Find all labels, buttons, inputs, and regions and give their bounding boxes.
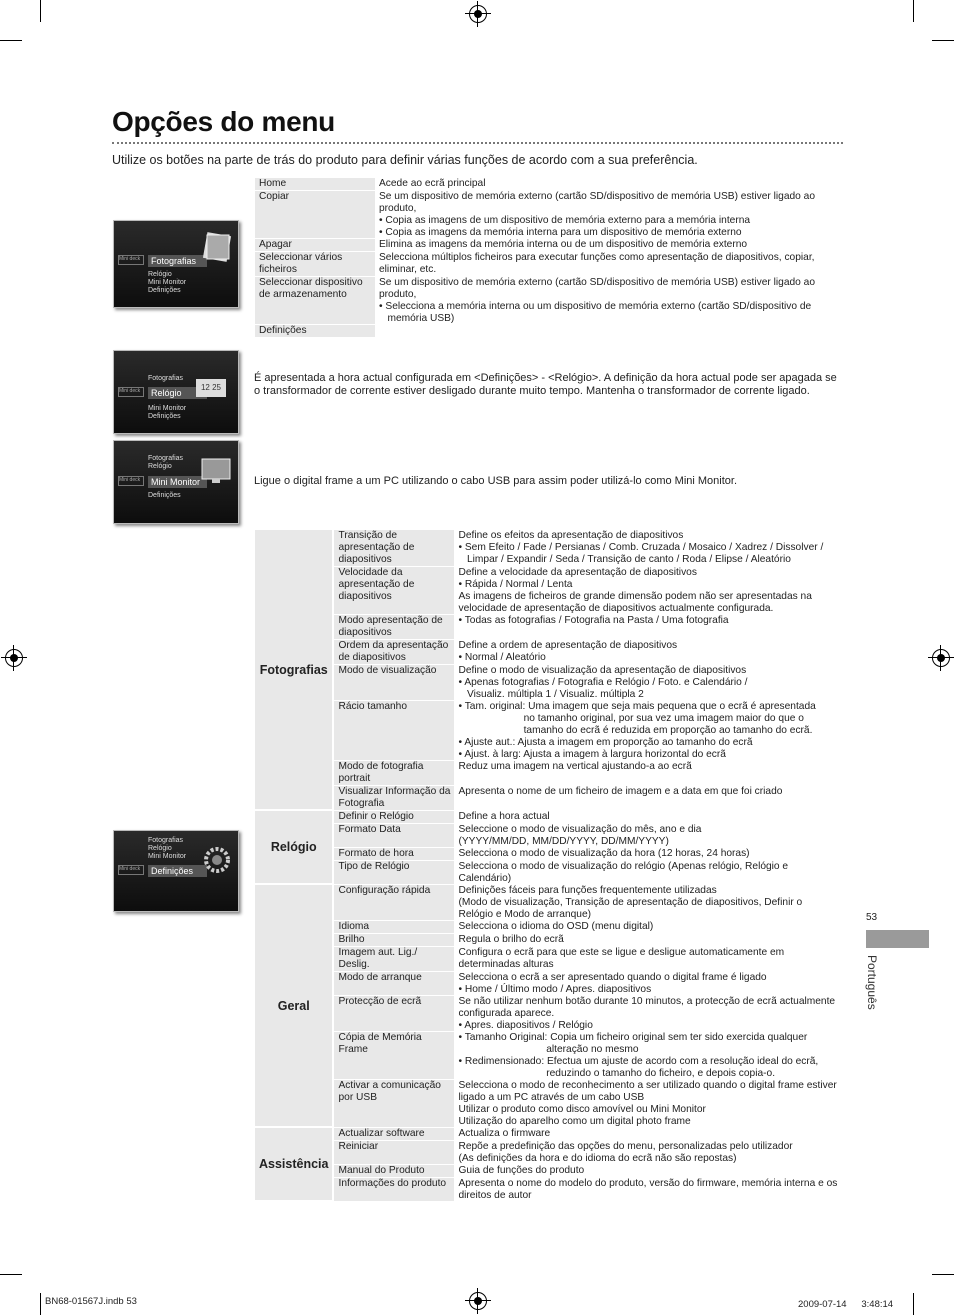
- option-description: Define a velocidade da apresentação de diapositivos • Rápida / Normal / Lenta As imagens de ficheiros de grande dimensão podem não ser apresentadas na velocidade de apresentação de diapositivos actualmente configurada.: [458, 567, 812, 614]
- intro-text: Utilize os botões na parte de trás do produto para definir várias funções de acordo com a sua preferência.: [112, 153, 698, 167]
- menu-item: Definições: [148, 413, 181, 420]
- table-row: [255, 1080, 843, 1128]
- option-name: Formato Data: [334, 824, 454, 848]
- menu-item: Relógio: [148, 271, 172, 278]
- title-divider: [112, 142, 843, 144]
- registration-mark-icon: [5, 649, 23, 667]
- option-name: Definir o Relógio: [334, 811, 454, 824]
- clock-menu-thumbnail: [113, 350, 239, 434]
- option-description: Seleccione o modo de visualização do mês, ano e dia (YYYY/MM/DD, MM/DD/YYYY, DD/MM/YYYY): [458, 824, 702, 847]
- table-row: [255, 178, 843, 191]
- category-label: Assistência: [255, 1128, 334, 1202]
- page-title: Opções do menu: [112, 106, 335, 137]
- option-name: Protecção de ecrã: [334, 996, 454, 1032]
- monitor-icon: [198, 455, 234, 485]
- table-row: [255, 996, 843, 1032]
- option-description: Acede ao ecrã principal: [379, 178, 486, 189]
- crop-mark: [932, 1274, 954, 1275]
- option-description: Se um dispositivo de memória externo (cartão SD/dispositivo de memória USB) estiver ligado ao produto, • Selecciona a memória interna ou um dispositivo de memória externo (cartão SD/dispositivo de memória USB): [379, 277, 815, 324]
- table-row: [255, 701, 843, 761]
- option-name: Modo de fotografia portrait: [334, 761, 454, 786]
- option-description: Reduz uma imagem na vertical ajustando-a ao ecrã: [458, 761, 692, 772]
- option-description: • Tamanho Original: Copia um ficheiro original sem ter sido exercida qualquer alteração no mesmo • Redimensionado: Efectua um ajuste de acordo com a resolução ideal do ecrã, reduzindo o tamanho do ficheiro, e depois copia-o.: [458, 1032, 819, 1079]
- monitor-description: Ligue o digital frame a um PC utilizando o cabo USB para assim poder utilizá-lo como Mini Monitor.: [254, 475, 738, 487]
- gear-icon: [202, 845, 232, 875]
- table-row: [255, 567, 843, 615]
- option-name: Modo de arranque: [334, 972, 454, 996]
- menu-selected-item: Definições: [148, 865, 207, 877]
- menu-item: Fotografias: [148, 455, 184, 462]
- option-description: • Todas as fotografias / Fotografia na Pasta / Uma fotografia: [458, 615, 729, 626]
- option-description: Repõe a predefinição das opções do menu, personalizadas pelo utilizador (As definições da hora e do idioma do ecrã não são repostas): [458, 1141, 793, 1164]
- table-row: [255, 665, 843, 701]
- table-row: [255, 191, 843, 239]
- option-name: Configuração rápida: [334, 885, 454, 921]
- option-name: Modo de visualização: [334, 665, 454, 701]
- menu-item: Fotografias: [148, 837, 184, 844]
- table-row: [255, 252, 843, 277]
- option-name: Home: [255, 178, 375, 191]
- crop-mark: [40, 1293, 41, 1315]
- language-tab: [866, 930, 929, 948]
- crop-mark: [0, 1274, 22, 1275]
- option-name: Seleccionar dispositivo de armazenamento: [255, 277, 375, 325]
- option-name: Transição de apresentação de diapositivos: [334, 530, 454, 567]
- table-row: [255, 861, 843, 885]
- option-name: Reiniciar: [334, 1141, 454, 1165]
- table-row: [255, 530, 843, 567]
- option-name: Velocidade da apresentação de diapositivos: [334, 567, 454, 615]
- mini-monitor-thumbnail: [113, 440, 239, 524]
- option-description: Define o modo de visualização da apresentação de diapositivos • Apenas fotografias / Fotografia e Relógio / Foto. e Calendário / Visualiz. múltipla 1 / Visualiz. múltipla 2: [458, 665, 748, 700]
- option-name: Informações do produto: [334, 1178, 454, 1202]
- option-description: Selecciona o ecrã a ser apresentado quando o digital frame é ligado • Home / Último modo / Apres. diapositivos: [458, 972, 767, 995]
- footer-filename: BN68-01567J.indb 53: [45, 1296, 137, 1307]
- option-description: Apresenta o nome do modelo do produto, versão do firmware, memória interna e os direitos de autor: [458, 1178, 841, 1201]
- option-name: Cópia de Memória Frame: [334, 1032, 454, 1080]
- option-description: Elimina as imagens da memória interna ou de um dispositivo de memória externo: [379, 239, 748, 250]
- category-label: Fotografias: [255, 530, 334, 811]
- option-description: Se um dispositivo de memória externo (cartão SD/dispositivo de memória USB) estiver ligado ao produto, • Copia as imagens de um dispositivo de memória externo para a memória interna • Copia as imagens da memória interna para um dispositivo de memória externo: [379, 191, 815, 238]
- option-name: Apagar: [255, 239, 375, 252]
- option-name: Definições: [255, 325, 375, 338]
- option-description: Actualiza o firmware: [458, 1128, 551, 1139]
- option-name: Copiar: [255, 191, 375, 239]
- mini-deck-label: Mini deck: [118, 255, 144, 265]
- option-description: Selecciona múltiplos ficheiros para executar funções como apresentação de diapositivos, copiar, eliminar, etc.: [379, 252, 818, 275]
- clock-description: É apresentada a hora actual configurada em <Definições> - <Relógio>. A definição da hora actual pode ser apagada se o transformador de corrente estiver desligado durante muito tempo. Mantenha o transformador de corrente ligado.: [254, 372, 837, 397]
- registration-mark-icon: [469, 5, 487, 23]
- table-row: [255, 1032, 843, 1080]
- table-row: [255, 885, 843, 921]
- table-row: [255, 848, 843, 861]
- category-label: Relógio: [255, 811, 334, 885]
- option-name: Seleccionar vários ficheiros: [255, 252, 375, 277]
- clock-icon: 12 25: [196, 379, 226, 397]
- mini-deck-label: Mini deck: [118, 865, 144, 875]
- registration-mark-icon: [932, 649, 950, 667]
- table-row: [255, 277, 843, 325]
- option-name: Actualizar software: [334, 1128, 454, 1141]
- option-name: Modo apresentação de diapositivos: [334, 615, 454, 640]
- settings-table: [255, 530, 843, 1202]
- menu-selected-item: Relógio: [148, 387, 207, 399]
- option-name: Formato de hora: [334, 848, 454, 861]
- menu-item: Mini Monitor: [148, 405, 187, 412]
- menu-item: Definições: [148, 287, 181, 294]
- menu-item: Mini Monitor: [148, 853, 187, 860]
- option-description: Configura o ecrã para que este se ligue e desligue automaticamente em determinadas alturas: [458, 947, 787, 970]
- option-description: Define a hora actual: [458, 811, 550, 822]
- table-row: [255, 615, 843, 640]
- crop-mark: [0, 40, 22, 41]
- option-name: Rácio tamanho: [334, 701, 454, 761]
- mini-deck-label: Mini deck: [118, 387, 144, 397]
- table-row: [255, 761, 843, 786]
- table-row: [255, 1165, 843, 1178]
- option-name: Idioma: [334, 921, 454, 934]
- menu-item: Fotografias: [148, 375, 184, 382]
- option-name: Tipo de Relógio: [334, 861, 454, 885]
- option-description: Definições fáceis para funções frequentemente utilizadas (Modo de visualização, Transição de apresentação de diapositivos, Definir o Relógio e Modo de arranque): [458, 885, 803, 920]
- table-row: [255, 325, 843, 338]
- photos-options-table: [255, 178, 843, 338]
- option-description: Selecciona o modo de reconhecimento a ser utilizado quando o digital frame estiver ligado a um PC através de um cabo USB Utilizar o produto como disco amovível ou Mini Monitor Utilização do aparelho como um digital photo frame: [458, 1080, 837, 1127]
- table-row: [255, 1128, 843, 1141]
- menu-item: Relógio: [148, 845, 172, 852]
- photos-icon: [202, 229, 234, 265]
- table-row: [255, 640, 843, 665]
- table-row: [255, 972, 843, 996]
- option-description: Selecciona o modo de visualização da hora (12 horas, 24 horas): [458, 848, 750, 859]
- language-label: Português: [865, 955, 879, 1010]
- option-description: Se não utilizar nenhum botão durante 10 minutos, a protecção de ecrã actualmente configurada aparece. • Apres. diapositivos / Relógio: [458, 996, 836, 1031]
- table-row: [255, 1141, 843, 1165]
- menu-item: Definições: [148, 492, 181, 499]
- table-row: [255, 947, 843, 972]
- crop-mark: [932, 40, 954, 41]
- photos-menu-thumbnail: [113, 220, 239, 308]
- table-row: [255, 934, 843, 947]
- option-description: Apresenta o nome de um ficheiro de imagem e a data em que foi criado: [458, 786, 783, 797]
- page-number: 53: [866, 912, 878, 923]
- footer-timestamp: 2009-07-14 3:48:14: [798, 1299, 894, 1310]
- option-description: Define a ordem de apresentação de diapositivos • Normal / Aleatório: [458, 640, 678, 663]
- menu-selected-item: Mini Monitor: [148, 476, 207, 488]
- table-row: [255, 786, 843, 811]
- table-row: [255, 1178, 843, 1202]
- option-description: [375, 325, 843, 338]
- option-description: Guia de funções do produto: [458, 1165, 585, 1176]
- menu-selected-item: Fotografias: [148, 255, 207, 267]
- menu-item: Relógio: [148, 463, 172, 470]
- table-row: [255, 824, 843, 848]
- mini-deck-label: Mini deck: [118, 476, 144, 486]
- option-description: Selecciona o idioma do OSD (menu digital): [458, 921, 654, 932]
- option-description: Regula o brilho do ecrã: [458, 934, 564, 945]
- category-label: Geral: [255, 885, 334, 1128]
- option-name: Manual do Produto: [334, 1165, 454, 1178]
- table-row: [255, 811, 843, 824]
- option-description: Define os efeitos da apresentação de diapositivos • Sem Efeito / Fade / Persianas / Comb. Cruzada / Mosaico / Xadrez / Dissolver / Limpar / Expandir / Seda / Transição de canto / Roda / Elipse / Aleatório: [458, 530, 824, 565]
- option-name: Activar a comunicação por USB: [334, 1080, 454, 1128]
- option-name: Brilho: [334, 934, 454, 947]
- option-name: Ordem da apresentação de diapositivos: [334, 640, 454, 665]
- option-name: Imagem aut. Lig./ Deslig.: [334, 947, 454, 972]
- table-row: [255, 239, 843, 252]
- settings-menu-thumbnail: [113, 830, 239, 912]
- option-name: Visualizar Informação da Fotografia: [334, 786, 454, 811]
- table-row: [255, 921, 843, 934]
- crop-mark: [913, 1293, 914, 1315]
- option-description: • Tam. original: Uma imagem que seja mais pequena que o ecrã é apresentada no tamanho original, por sua vez uma imagem maior do que o tamanho do ecrã é reduzida em proporção ao tamanho do ecrã. • Ajuste aut.: Ajusta a imagem em proporção ao tamanho do ecrã • Ajust. à larg: Ajusta a imagem à largura horizontal do ecrã: [458, 701, 816, 760]
- menu-item: Mini Monitor: [148, 279, 187, 286]
- registration-mark-icon: [469, 1292, 487, 1310]
- crop-mark: [40, 0, 41, 22]
- crop-mark: [913, 0, 914, 22]
- option-description: Selecciona o modo de visualização do relógio (Apenas relógio, Relógio e Calendário): [458, 861, 791, 884]
